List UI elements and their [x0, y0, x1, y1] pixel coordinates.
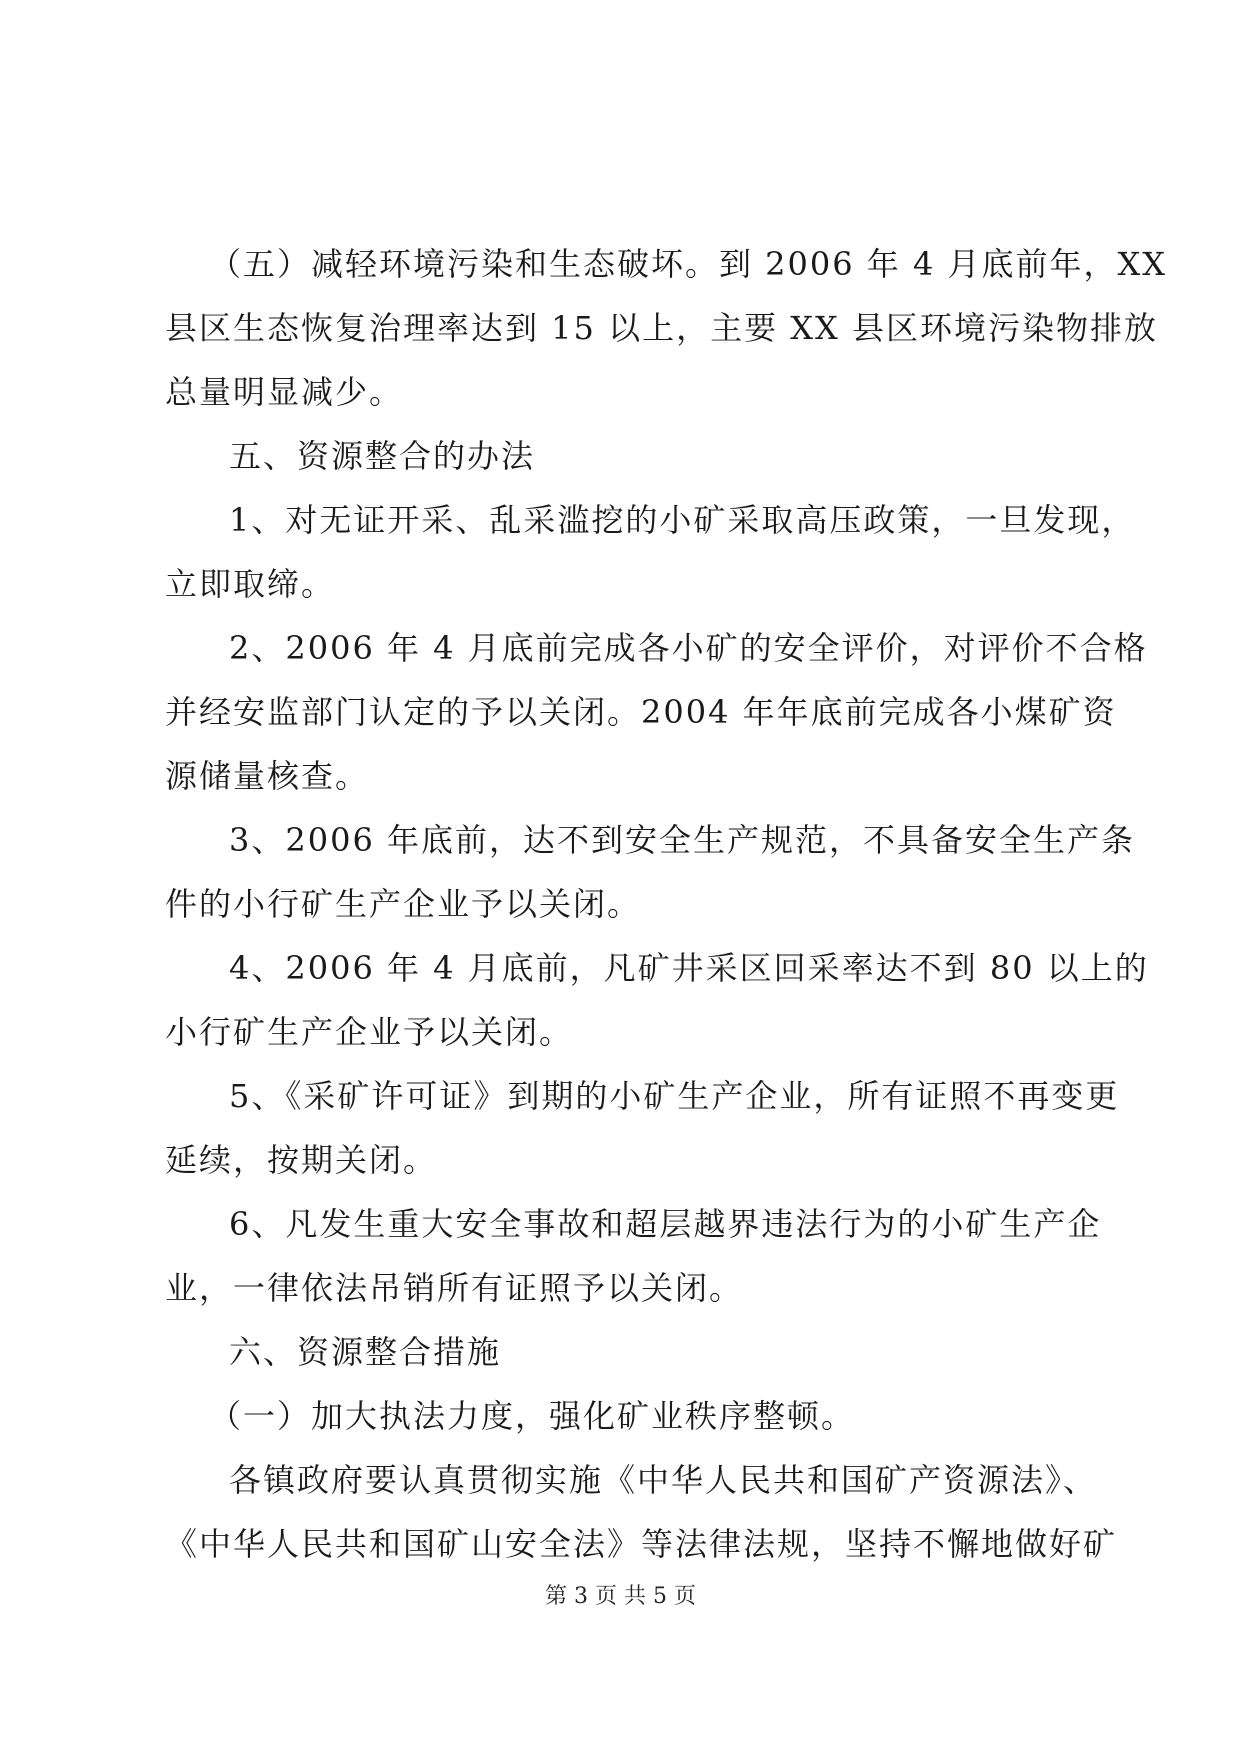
paragraph-line: 6、凡发生重大安全事故和超层越界违法行为的小矿生产企 — [229, 1205, 1102, 1243]
paragraph-line: 总量明显减少。 — [165, 373, 404, 411]
paragraph-line: （五）减轻环境污染和生态破坏。到 2006 年 4 月底前年，XX — [209, 245, 1168, 283]
section-heading: 五、资源整合的办法 — [229, 437, 536, 475]
paragraph-line: 小行矿生产企业予以关闭。 — [165, 1013, 574, 1051]
paragraph-line: 《中华人民共和国矿山安全法》等法律法规，坚持不懈地做好矿 — [165, 1525, 1118, 1563]
paragraph-line: 源储量核查。 — [165, 757, 370, 795]
paragraph-line: 件的小行矿生产企业予以关闭。 — [165, 885, 642, 923]
paragraph-line: 业，一律依法吊销所有证照予以关闭。 — [165, 1269, 744, 1307]
page-footer — [0, 1582, 1241, 1612]
section-heading: 六、资源整合措施 — [229, 1333, 502, 1371]
paragraph-line: 2、2006 年 4 月底前完成各小矿的安全评价，对评价不合格 — [229, 629, 1148, 667]
page-number: 第 3 页 共 5 页 — [545, 1584, 696, 1609]
paragraph-line: 各镇政府要认真贯彻实施《中华人民共和国矿产资源法》、 — [229, 1461, 1098, 1499]
document-body — [165, 232, 1168, 1576]
paragraph-line: 立即取缔。 — [165, 565, 336, 603]
subsection-heading: （一）加大执法力度，强化矿业秩序整顿。 — [209, 1397, 856, 1435]
paragraph-line: 1、对无证开采、乱采滥挖的小矿采取高压政策，一旦发现， — [229, 501, 1136, 539]
paragraph-line: 4、2006 年 4 月底前，凡矿井采区回采率达不到 80 以上的 — [229, 949, 1149, 987]
paragraph-line: 5、《采矿许可证》到期的小矿生产企业，所有证照不再变更 — [229, 1077, 1120, 1115]
paragraph-line: 3、2006 年底前，达不到安全生产规范，不具备安全生产条 — [229, 821, 1135, 859]
paragraph-line: 延续，按期关闭。 — [165, 1141, 438, 1179]
paragraph-line: 并经安监部门认定的予以关闭。2004 年年底前完成各小煤矿资 — [165, 693, 1117, 731]
paragraph-line: 县区生态恢复治理率达到 15 以上，主要 XX 县区环境污染物排放 — [165, 309, 1158, 347]
